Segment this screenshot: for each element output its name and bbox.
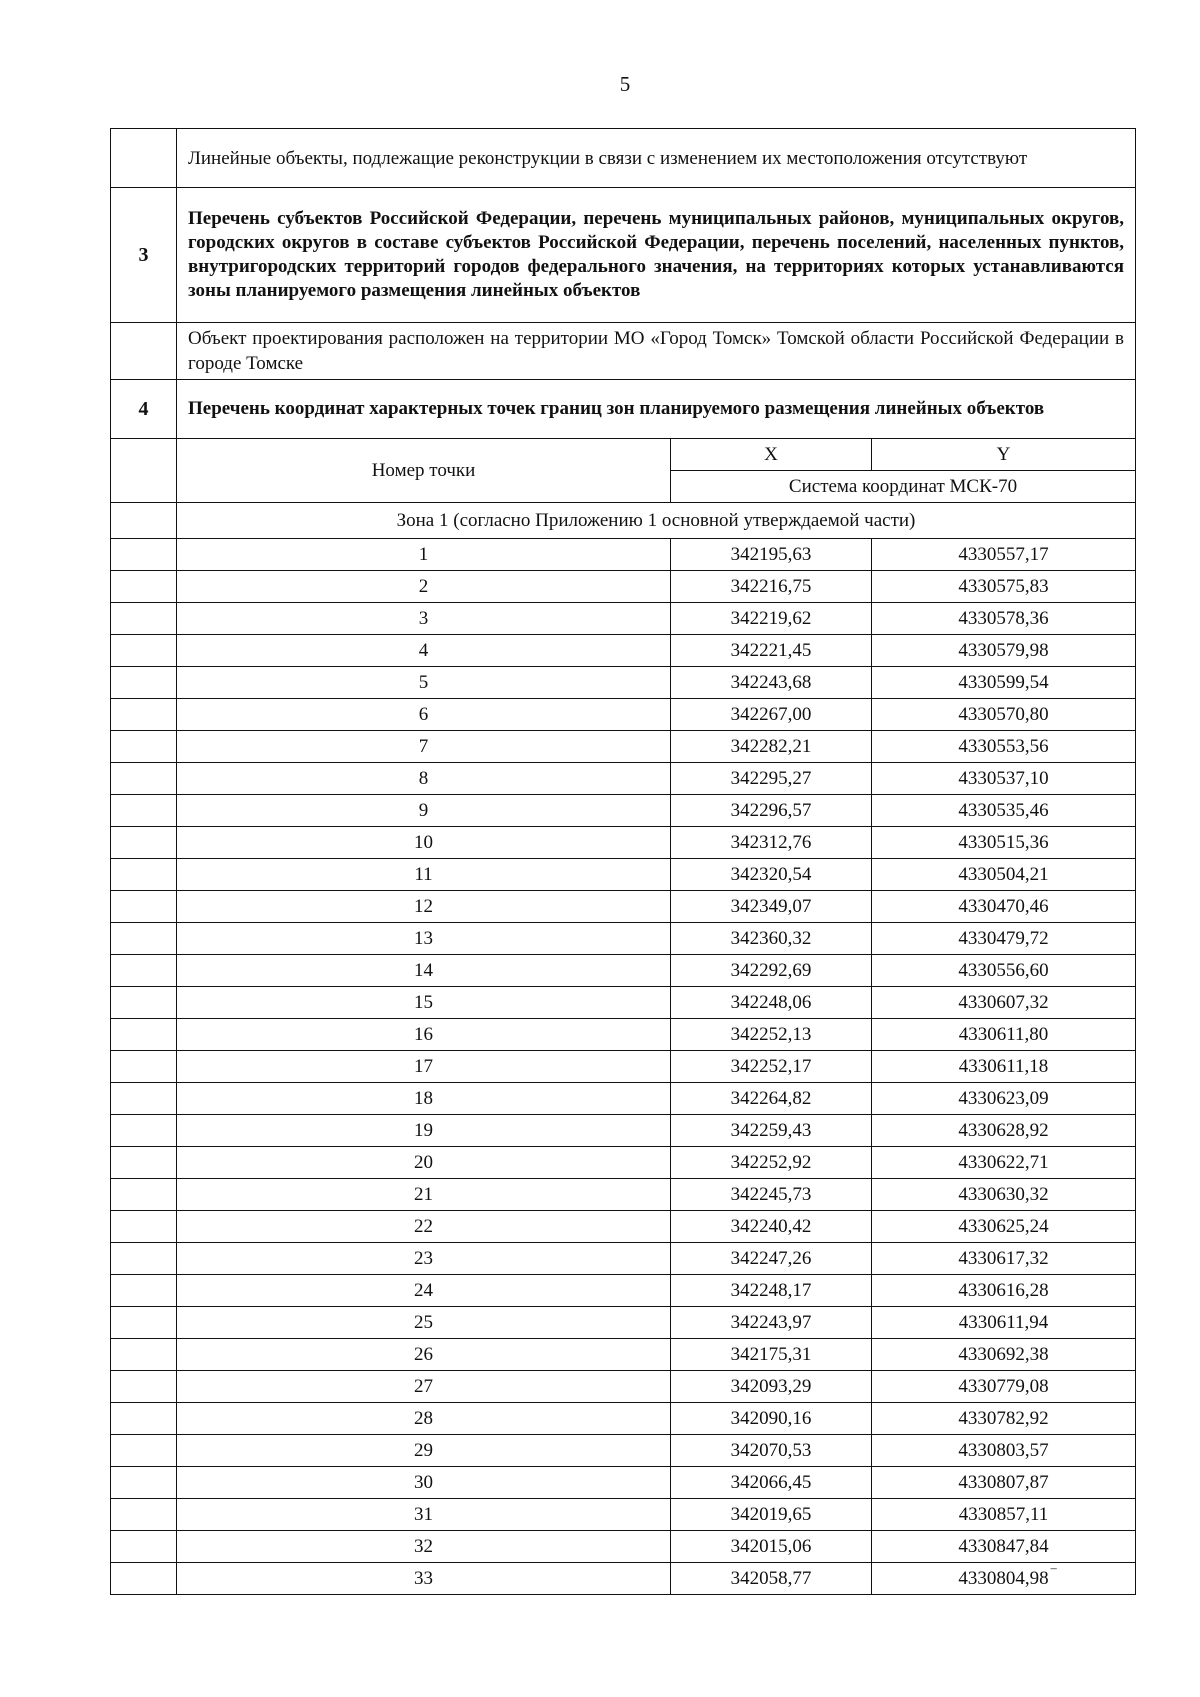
x-coordinate: 342252,13: [671, 1019, 872, 1051]
x-coordinate: 342070,53: [671, 1435, 872, 1467]
y-coordinate: 4330470,46: [872, 891, 1136, 923]
coordinate-row: [111, 827, 1136, 859]
point-number: 21: [177, 1179, 671, 1211]
empty-num-cell: [111, 1051, 177, 1083]
empty-num-cell: [111, 603, 177, 635]
y-coordinate: 4330535,46: [872, 795, 1136, 827]
section-3-header-row: [111, 188, 1136, 323]
empty-num-cell: [111, 503, 177, 539]
coordinate-row: [111, 1531, 1136, 1563]
empty-num-cell: [111, 827, 177, 859]
empty-num-cell: [111, 439, 177, 503]
y-coordinate: 4330622,71: [872, 1147, 1136, 1179]
coordinate-row: [111, 923, 1136, 955]
coordinate-row: [111, 1243, 1136, 1275]
x-coordinate: 342090,16: [671, 1403, 872, 1435]
point-number: 12: [177, 891, 671, 923]
x-coordinate: 342066,45: [671, 1467, 872, 1499]
x-coordinate: 342058,77: [671, 1563, 872, 1595]
empty-num-cell: [111, 891, 177, 923]
coords-header-row-1: [111, 439, 1136, 471]
y-coordinate: 4330804,98: [872, 1563, 1136, 1595]
point-number: 31: [177, 1499, 671, 1531]
coordinate-row: [111, 1019, 1136, 1051]
section-3-number: 3: [111, 188, 177, 323]
empty-num-cell: [111, 539, 177, 571]
coordinate-row: [111, 987, 1136, 1019]
y-coordinate: 4330611,80: [872, 1019, 1136, 1051]
empty-num-cell: [111, 1531, 177, 1563]
col-header-point: Номер точки: [177, 439, 671, 503]
point-number: 2: [177, 571, 671, 603]
empty-num-cell: [111, 1147, 177, 1179]
point-number: 9: [177, 795, 671, 827]
y-coordinate: 4330599,54: [872, 667, 1136, 699]
y-coordinate: 4330611,94: [872, 1307, 1136, 1339]
coordinate-row: [111, 635, 1136, 667]
section-4-title: Перечень координат характерных точек границ зон планируемого размещения линейных объектов: [177, 380, 1136, 439]
empty-num-cell: [111, 1435, 177, 1467]
empty-num-cell: [111, 1499, 177, 1531]
coordinate-row: [111, 571, 1136, 603]
y-coordinate: 4330570,80: [872, 699, 1136, 731]
coordinate-row: [111, 603, 1136, 635]
x-coordinate: 342282,21: [671, 731, 872, 763]
zone-row: [111, 503, 1136, 539]
coordinate-row: [111, 1499, 1136, 1531]
coordinate-row: [111, 699, 1136, 731]
point-number: 4: [177, 635, 671, 667]
x-coordinate: 342248,17: [671, 1275, 872, 1307]
y-coordinate: 4330692,38: [872, 1339, 1136, 1371]
point-number: 8: [177, 763, 671, 795]
coordinate-row: [111, 859, 1136, 891]
point-number: 28: [177, 1403, 671, 1435]
coordinate-row: [111, 1083, 1136, 1115]
x-coordinate: 342267,00: [671, 699, 872, 731]
x-coordinate: 342259,43: [671, 1115, 872, 1147]
y-coordinate: 4330504,21: [872, 859, 1136, 891]
zone-title: Зона 1 (согласно Приложению 1 основной утверждаемой части): [177, 503, 1136, 539]
coordinate-row: [111, 667, 1136, 699]
empty-num-cell: [111, 1211, 177, 1243]
y-coordinate: 4330779,08: [872, 1371, 1136, 1403]
coordinate-row: [111, 1307, 1136, 1339]
y-coordinate: 4330628,92: [872, 1115, 1136, 1147]
point-number: 1: [177, 539, 671, 571]
x-coordinate: 342295,27: [671, 763, 872, 795]
y-coordinate: 4330617,32: [872, 1243, 1136, 1275]
coordinate-row: [111, 1371, 1136, 1403]
section-3-text: Объект проектирования расположен на территории МО «Город Томск» Томской области Российской Федерации в городе Томске: [177, 323, 1136, 380]
point-number: 19: [177, 1115, 671, 1147]
empty-num-cell: [111, 1179, 177, 1211]
coordinate-row: [111, 795, 1136, 827]
point-number: 15: [177, 987, 671, 1019]
x-coordinate: 342252,92: [671, 1147, 872, 1179]
y-coordinate: 4330607,32: [872, 987, 1136, 1019]
point-number: 16: [177, 1019, 671, 1051]
y-coordinate: 4330537,10: [872, 763, 1136, 795]
coordinate-row: [111, 955, 1136, 987]
coordinate-row: [111, 1403, 1136, 1435]
y-coordinate: 4330857,11: [872, 1499, 1136, 1531]
empty-num-cell: [111, 1371, 177, 1403]
x-coordinate: 342349,07: [671, 891, 872, 923]
y-coordinate: 4330611,18: [872, 1051, 1136, 1083]
x-coordinate: 342248,06: [671, 987, 872, 1019]
empty-num-cell: [111, 763, 177, 795]
empty-num-cell: [111, 571, 177, 603]
coordinate-row: [111, 1275, 1136, 1307]
empty-num-cell: [111, 1403, 177, 1435]
empty-num-cell: [111, 1019, 177, 1051]
x-coordinate: 342360,32: [671, 923, 872, 955]
coordinate-row: [111, 1563, 1136, 1595]
empty-num-cell: [111, 1339, 177, 1371]
empty-num-cell: [111, 1307, 177, 1339]
point-number: 25: [177, 1307, 671, 1339]
coordinate-row: [111, 1435, 1136, 1467]
x-coordinate: 342240,42: [671, 1211, 872, 1243]
linear-objects-row: [111, 129, 1136, 188]
x-coordinate: 342252,17: [671, 1051, 872, 1083]
empty-num-cell: [111, 1467, 177, 1499]
point-number: 32: [177, 1531, 671, 1563]
coordinate-row: [111, 1339, 1136, 1371]
point-number: 26: [177, 1339, 671, 1371]
page-number: 5: [619, 72, 631, 96]
point-number: 20: [177, 1147, 671, 1179]
y-coordinate: 4330847,84: [872, 1531, 1136, 1563]
coordinate-row: [111, 1115, 1136, 1147]
section-4-number: 4: [111, 380, 177, 439]
col-header-x: X: [671, 439, 872, 471]
point-number: 27: [177, 1371, 671, 1403]
coordinate-row: [111, 1179, 1136, 1211]
y-coordinate: 4330625,24: [872, 1211, 1136, 1243]
empty-num-cell: [111, 699, 177, 731]
coordinate-row: [111, 763, 1136, 795]
y-coordinate: 4330479,72: [872, 923, 1136, 955]
x-coordinate: 342015,06: [671, 1531, 872, 1563]
empty-num-cell: [111, 323, 177, 380]
coord-system-label: Система координат МСК-70: [671, 471, 1136, 503]
x-coordinate: 342264,82: [671, 1083, 872, 1115]
empty-num-cell: [111, 731, 177, 763]
x-coordinate: 342296,57: [671, 795, 872, 827]
x-coordinate: 342292,69: [671, 955, 872, 987]
y-coordinate: 4330553,56: [872, 731, 1136, 763]
point-number: 23: [177, 1243, 671, 1275]
x-coordinate: 342247,26: [671, 1243, 872, 1275]
point-number: 10: [177, 827, 671, 859]
empty-num-cell: [111, 923, 177, 955]
point-number: 30: [177, 1467, 671, 1499]
coordinate-row: [111, 539, 1136, 571]
point-number: 5: [177, 667, 671, 699]
x-coordinate: 342245,73: [671, 1179, 872, 1211]
empty-num-cell: [111, 1115, 177, 1147]
section-4-header-row: [111, 380, 1136, 439]
point-number: 33: [177, 1563, 671, 1595]
x-coordinate: 342219,62: [671, 603, 872, 635]
empty-num-cell: [111, 129, 177, 188]
x-coordinate: 342320,54: [671, 859, 872, 891]
empty-num-cell: [111, 955, 177, 987]
point-number: 11: [177, 859, 671, 891]
empty-num-cell: [111, 1563, 177, 1595]
section-3-title: Перечень субъектов Российской Федерации, перечень муниципальных районов, муниципальных округов, городских округов в составе субъектов Российской Федерации, перечень поселений, населенных пунктов, внутригородских территорий городов федерального значения, на территориях которых устанавливаются зоны планируемого размещения линейных объектов: [177, 188, 1136, 323]
x-coordinate: 342243,97: [671, 1307, 872, 1339]
empty-num-cell: [111, 859, 177, 891]
point-number: 6: [177, 699, 671, 731]
y-coordinate: 4330579,98: [872, 635, 1136, 667]
x-coordinate: 342195,63: [671, 539, 872, 571]
x-coordinate: 342312,76: [671, 827, 872, 859]
y-coordinate: 4330782,92: [872, 1403, 1136, 1435]
point-number: 7: [177, 731, 671, 763]
empty-num-cell: [111, 795, 177, 827]
point-number: 22: [177, 1211, 671, 1243]
coordinate-row: [111, 1147, 1136, 1179]
empty-num-cell: [111, 1243, 177, 1275]
planning-document-table: [110, 128, 1136, 1595]
y-coordinate: 4330575,83: [872, 571, 1136, 603]
empty-num-cell: [111, 1083, 177, 1115]
x-coordinate: 342243,68: [671, 667, 872, 699]
x-coordinate: 342221,45: [671, 635, 872, 667]
y-coordinate: 4330803,57: [872, 1435, 1136, 1467]
x-coordinate: 342019,65: [671, 1499, 872, 1531]
coordinate-row: [111, 1211, 1136, 1243]
y-coordinate: 4330515,36: [872, 827, 1136, 859]
empty-num-cell: [111, 667, 177, 699]
y-coordinate: 4330630,32: [872, 1179, 1136, 1211]
y-coordinate: 4330556,60: [872, 955, 1136, 987]
coordinate-row: [111, 1051, 1136, 1083]
coordinate-row: [111, 731, 1136, 763]
point-number: 29: [177, 1435, 671, 1467]
x-coordinate: 342175,31: [671, 1339, 872, 1371]
point-number: 3: [177, 603, 671, 635]
coordinate-row: [111, 1467, 1136, 1499]
point-number: 14: [177, 955, 671, 987]
point-number: 17: [177, 1051, 671, 1083]
point-number: 24: [177, 1275, 671, 1307]
x-coordinate: 342093,29: [671, 1371, 872, 1403]
empty-num-cell: [111, 987, 177, 1019]
point-number: 13: [177, 923, 671, 955]
point-number: 18: [177, 1083, 671, 1115]
section-3-content-row: [111, 323, 1136, 380]
x-coordinate: 342216,75: [671, 571, 872, 603]
coordinate-row: [111, 891, 1136, 923]
empty-num-cell: [111, 635, 177, 667]
dash-mark: ‾: [1051, 1568, 1057, 1585]
y-coordinate: 4330557,17: [872, 539, 1136, 571]
empty-num-cell: [111, 1275, 177, 1307]
y-coordinate: 4330616,28: [872, 1275, 1136, 1307]
y-coordinate: 4330578,36: [872, 603, 1136, 635]
linear-objects-text: Линейные объекты, подлежащие реконструкции в связи с изменением их местоположения отсутствуют: [177, 129, 1136, 188]
y-coordinate: 4330623,09: [872, 1083, 1136, 1115]
col-header-y: Y: [872, 439, 1136, 471]
y-coordinate: 4330807,87: [872, 1467, 1136, 1499]
